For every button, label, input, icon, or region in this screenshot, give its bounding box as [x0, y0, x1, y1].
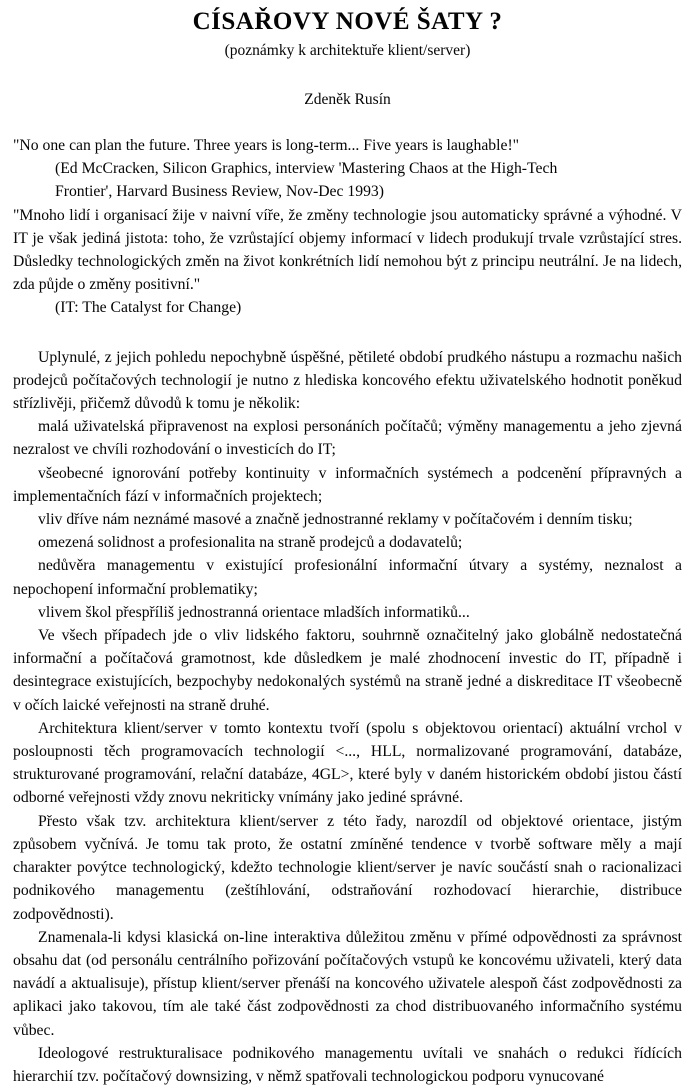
list-item-continuity-ignored: všeobecné ignorování potřeby kontinuity v informačních systémech a podcenění přípravných a implementačních fází v informačních projektech;: [13, 464, 682, 505]
paragraph-znamenala: Znamenala-li kdysi klasická on-line interaktiva důležitou změnu v přímé odpovědnosti za správnost obsahu dat (od personálu centrálního pořizování počítačových vstupů ke koncovému uživateli, který data navádí a aktualisuje), přístup klient/server přenáší na koncového uživatele alespoň část zodpovědnosti za aplikaci jako takovou, tím ale také část zodpovědnosti za chod distribuovaného informačního systému vůbec.: [13, 928, 682, 1039]
epigraph-mccracken-quote: "No one can plan the future. Three years is long-term... Five years is laughable!": [13, 137, 520, 154]
paragraph-intro: Uplynulé, z jejich pohledu nepochybně úspěšné, pětileté období prudkého nástupu a rozmachu našich prodejců počítačových technologií je nutno z hlediska koncového efektu uživatelského hodnotit poněkud střízlivěji, přičemž důvodů k tomu je několik:: [13, 348, 682, 413]
paragraph-architecture: Architektura klient/server v tomto kontextu tvoří (spolu s objektovou orientací) aktuální vrchol v posloupnosti těch programovacích technologií <..., HLL, normalizované programování, databáze, strukturované programování, relační databáze, 4GL>, které byly v daném historickém období jistou částí odborné veřejnosti vždy znovu nekriticky vnímány jako jediné správné.: [13, 719, 682, 807]
document-page: [0, 8, 694, 1085]
page-subtitle: (poznámky k architektuře klient/server): [224, 42, 471, 59]
epigraph-mccracken-attribution-line-2: Frontier', Harvard Business Review, Nov-Dec 1993): [55, 183, 384, 201]
list-item-school-orientation: vlivem škol přespříliš jednostranná orientace mladších informatiků...: [38, 603, 470, 621]
paragraph-presto: Přesto však tzv. architektura klient/server z této řady, narozdíl od objektové orientace, jistým způsobem vyčnívá. Je tomu tak proto, že ostatní zmíněné tendence v tvorbě software měly a mají charakter povýtce technologický, kdežto technologie klient/server je navíc součástí snah o racionalizaci podnikového managementu (zeštíhlování, odstraňování rozhodovací hierarchie, distribuce zodpovědnosti).: [13, 812, 682, 923]
epigraph-it-catalyst-quote: "Mnoho lidí i organisací žije v naivní víře, že změny technologie jsou automaticky správné a výhodné. V IT je však jediná jistota: toho, že vzrůstající objemy informací v lidech produkují trvale vzrůstající stres. Důsledky technologických změn na život konkrétních lidí nemohou být z principu neutrální. Je na lidech, zda půjde o změny positivní.": [13, 206, 682, 294]
body-content: [13, 346, 682, 1088]
paragraph-human-factor: Ve všech případech jde o vliv lidského faktoru, souhrnně označitelný jako globálně nedostatečná informační a počítačová gramotnost, kde důsledkem je malé zhodnocení investic do IT, případně i desintegrace existujících, bezpochyby nedokonalých systémů na straně jedné a diskreditace IT všeobecně v očích laické veřejnosti na straně druhé.: [13, 627, 682, 714]
epigraph-block: [13, 134, 682, 320]
epigraph-mccracken-attribution-line-1: (Ed McCracken, Silicon Graphics, interview 'Mastering Chaos at the High-Tech: [55, 160, 558, 178]
list-item-user-readiness: malá uživatelská připravenost na explosi personáních počítačů; výměny managementu a jeho zjevná nezralost ve chvíli rozhodování o investicích do IT;: [13, 418, 682, 459]
list-item-advertising-influence: vliv dříve nám neznámé masové a značně jednostranné reklamy v počítačovém i denním tisku;: [38, 511, 633, 529]
list-item-vendor-professionalism: omezená solidnost a profesionalita na straně prodejců a dodavatelů;: [38, 534, 463, 552]
epigraph-it-catalyst-attribution: (IT: The Catalyst for Change): [55, 299, 242, 317]
author-name: Zdeněk Rusín: [304, 90, 391, 108]
list-item-management-distrust: nedůvěra managementu v existující profesionální informační útvary a systémy, neznalost a nepochopení informační problematiky;: [13, 557, 682, 598]
page-title: CÍSAŘOVY NOVÉ ŠATY ?: [192, 8, 503, 35]
paragraph-ideologove: Ideologové restrukturalisace podnikového managementu uvítali ve snahách o redukci řídících hierarchií tzv. počítačový downsizing, v němž spatřovali technologickou podporu vynucované: [13, 1044, 682, 1085]
